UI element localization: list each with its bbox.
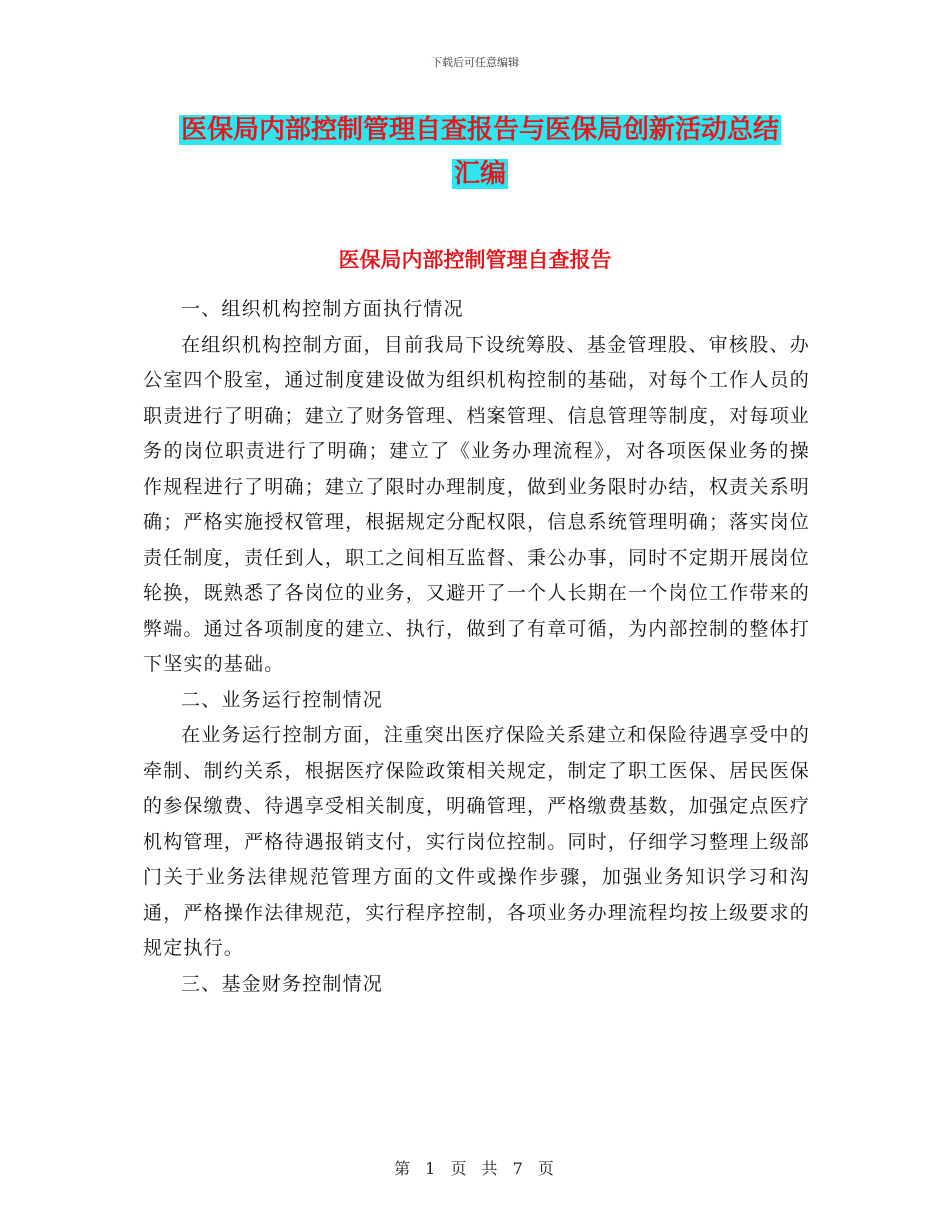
section-paragraph-2: 在业务运行控制方面，注重突出医疗保险关系建立和保险待遇享受中的牵制、制约关系，根据医疗保险政策相关规定，制定了职工医保、居民医保的参保缴费、待遇享受相关制度，明确管理，严格缴费基数，加强定点医疗机构管理，严格待遇报销支付，实行岗位控制。同时，仔细学习整理上级部门关于业务法律规范管理方面的文件或操作步骤，加强业务知识学习和沟通，严格操作法律规范，实行程序控制，各项业务办理流程均按上级要求的规定执行。 bbox=[143, 724, 810, 959]
section-title: 医保局内部控制管理自查报告 bbox=[338, 248, 612, 272]
page-header-note: 下载后可任意编辑 bbox=[431, 56, 519, 69]
section-heading-1: 一、组织机构控制方面执行情况 bbox=[181, 298, 464, 320]
section-paragraph-1: 在组织机构控制方面，目前我局下设统筹股、基金管理股、审核股、办公室四个股室，通过制度建设做为组织机构控制的基础，对每个工作人员的职责进行了明确；建立了财务管理、档案管理、信息管理等制度，对每项业务的岗位职责进行了明确；建立了《业务办理流程》，对各项医保业务的操作规程进行了明确；建立了限时办理制度，做到业务限时办结，权责关系明确；严格实施授权管理，根据规定分配权限，信息系统管理明确；落实岗位责任制度，责任到人，职工之间相互监督、秉公办事，同时不定期开展岗位轮换，既熟悉了各岗位的业务，又避开了一个人长期在一个岗位工作带来的弊端。通过各项制度的建立、执行，做到了有章可循，为内部控制的整体打下坚实的基础。 bbox=[143, 333, 810, 675]
document-title-line-2: 汇编 bbox=[453, 159, 506, 189]
section-heading-2: 二、业务运行控制情况 bbox=[181, 688, 384, 711]
document-body bbox=[143, 292, 810, 1002]
section-heading-3: 三、基金财务控制情况 bbox=[181, 972, 384, 995]
document-title-line-1: 医保局内部控制管理自查报告与医保局创新活动总结 bbox=[180, 115, 779, 145]
page-number-footer: 第 1 页 共 7 页 bbox=[394, 1159, 556, 1178]
